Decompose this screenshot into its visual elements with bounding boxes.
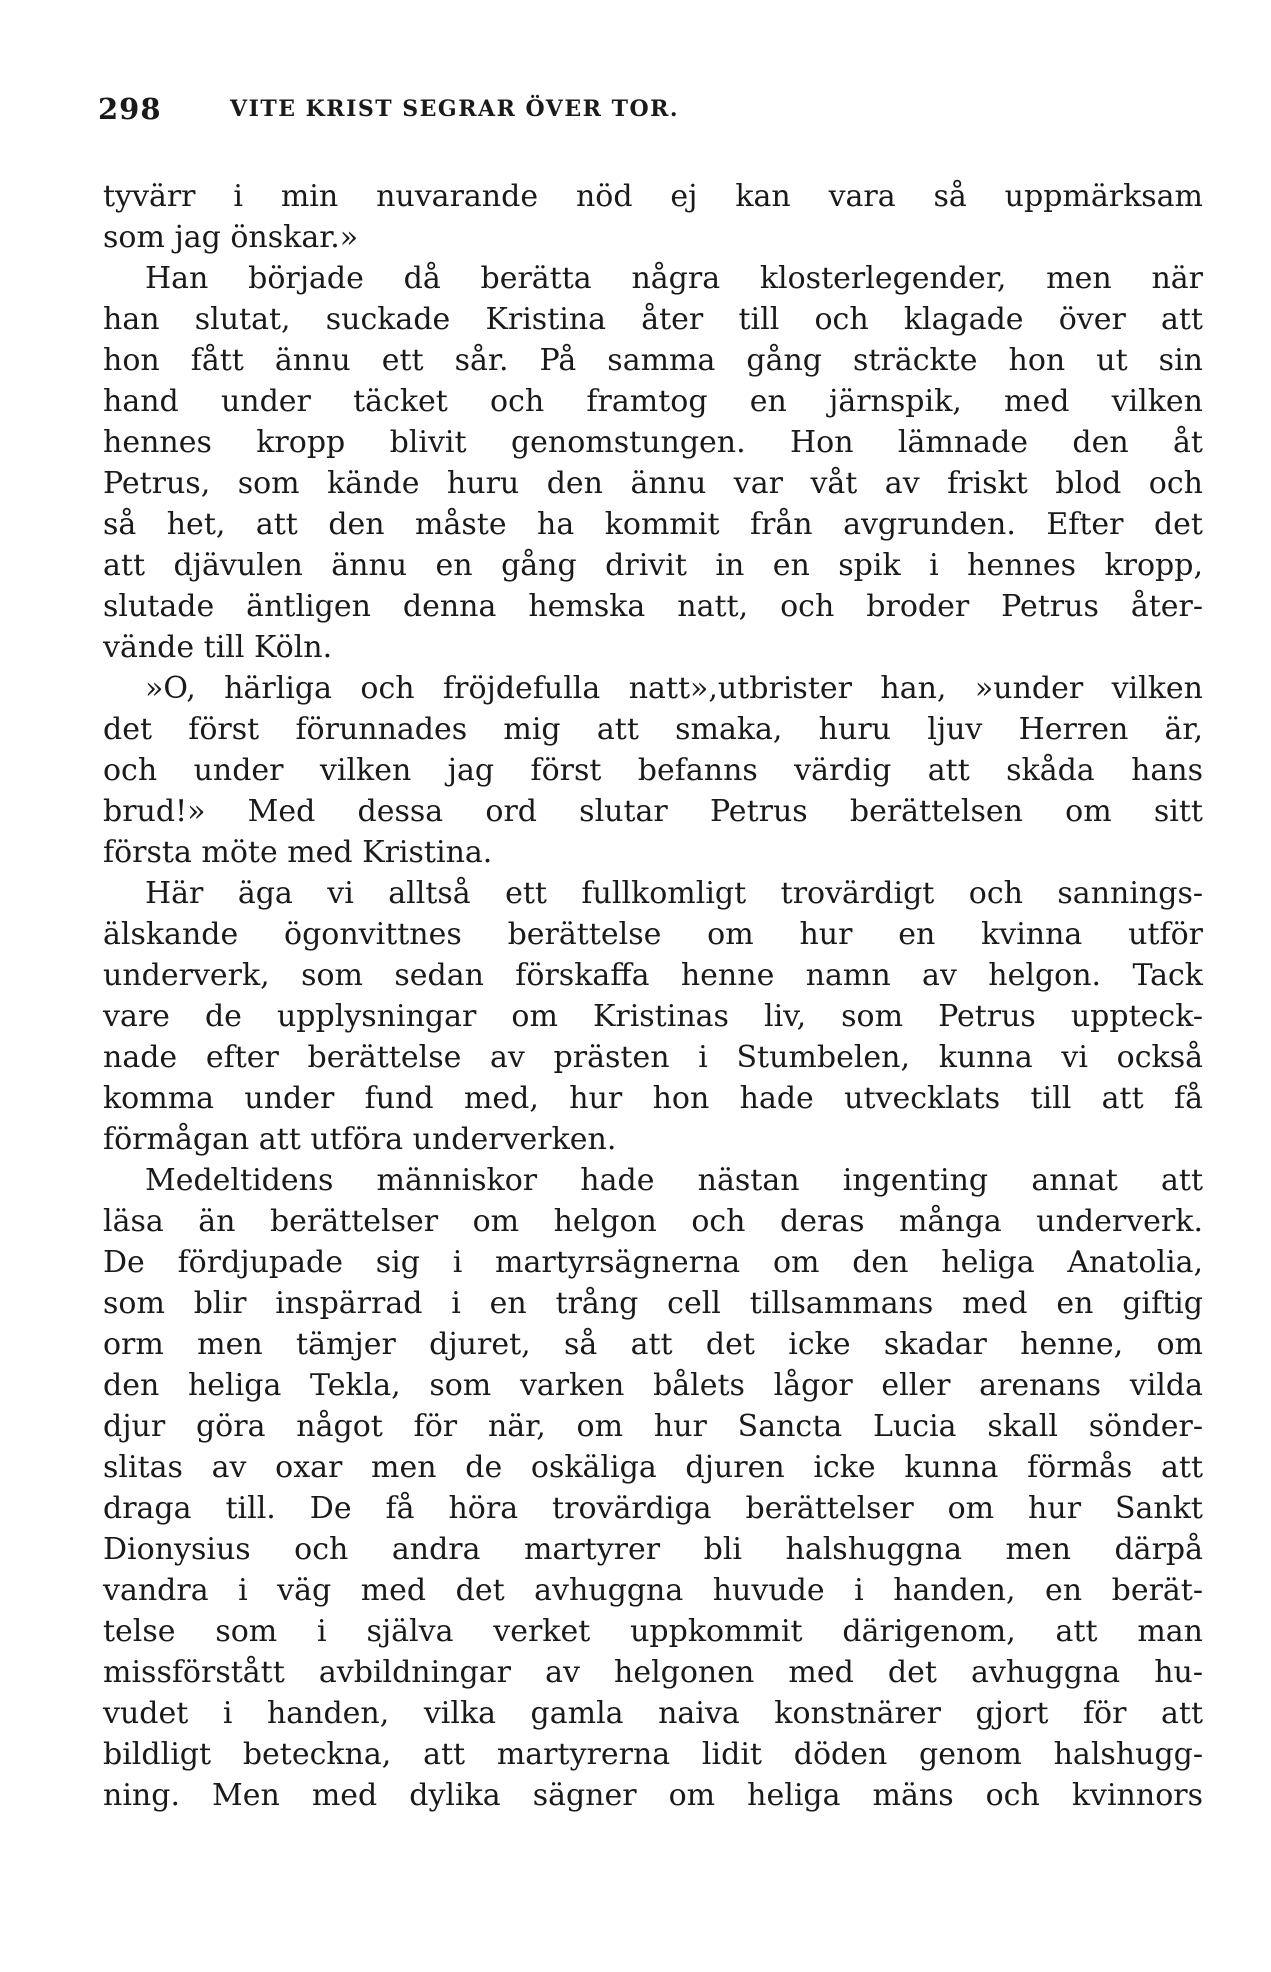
text-line: slitas av oxar men de oskäliga djuren icke kunna förmås att — [103, 1450, 1203, 1485]
text-line: hon fått ännu ett sår. På samma gång sträckte hon ut sin — [103, 343, 1203, 378]
running-head — [98, 92, 1203, 132]
text-line: brud!» Med dessa ord slutar Petrus berättelsen om sitt — [103, 794, 1203, 829]
running-title: VITE KRIST SEGRAR ÖVER TOR. — [230, 96, 680, 122]
text-line: Medeltidens människor hade nästan ingenting annat att — [145, 1163, 1203, 1198]
text-line: han slutat, suckade Kristina åter till och klagade över att — [103, 302, 1203, 337]
body-text — [103, 176, 1203, 1816]
text-line: som blir inspärrad i en trång cell tillsammans med en giftig — [103, 1286, 1203, 1321]
text-line: hand under täcket och framtog en järnspik, med vilken — [103, 384, 1203, 419]
text-line: nade efter berättelse av prästen i Stumbelen, kunna vi också — [103, 1040, 1203, 1075]
text-line: vände till Köln. — [103, 630, 333, 665]
text-line: den heliga Tekla, som varken bålets lågor eller arenans vilda — [103, 1368, 1203, 1403]
text-line: älskande ögonvittnes berättelse om hur en kvinna utför — [103, 917, 1203, 952]
page-number: 298 — [98, 92, 162, 126]
text-line: Han började då berätta några klosterlegender, men när — [145, 261, 1203, 296]
text-line: underverk, som sedan förskaffa henne namn av helgon. Tack — [103, 958, 1203, 993]
text-line: missförstått avbildningar av helgonen med det avhuggna hu- — [103, 1655, 1203, 1690]
text-line: Dionysius och andra martyrer bli halshuggna men därpå — [103, 1532, 1203, 1567]
text-line: telse som i själva verket uppkommit därigenom, att man — [103, 1614, 1203, 1649]
text-line: Petrus, som kände huru den ännu var våt av friskt blod och — [103, 466, 1203, 501]
text-line: vare de upplysningar om Kristinas liv, som Petrus uppteck- — [103, 999, 1203, 1034]
text-line: djur göra något för när, om hur Sancta Lucia skall sönder- — [103, 1409, 1203, 1444]
text-line: slutade äntligen denna hemska natt, och broder Petrus åter- — [103, 589, 1203, 624]
text-line: De fördjupade sig i martyrsägnerna om den heliga Anatolia, — [103, 1245, 1203, 1280]
text-line: och under vilken jag först befanns värdig att skåda hans — [103, 753, 1203, 788]
text-line: så het, att den måste ha kommit från avgrunden. Efter det — [103, 507, 1203, 542]
text-line: hennes kropp blivit genomstungen. Hon lämnade den åt — [103, 425, 1203, 460]
text-line: vandra i väg med det avhuggna huvude i handen, en berät- — [103, 1573, 1203, 1608]
text-line: »O, härliga och fröjdefulla natt»,utbrister han, »under vilken — [145, 671, 1203, 706]
text-line: det först förunnades mig att smaka, huru ljuv Herren är, — [103, 712, 1203, 747]
text-line: förmågan att utföra underverken. — [103, 1122, 617, 1157]
text-line: ning. Men med dylika sägner om heliga mäns och kvinnors — [103, 1778, 1203, 1813]
text-line: Här äga vi alltså ett fullkomligt trovärdigt och sannings- — [145, 876, 1203, 911]
text-line: läsa än berättelser om helgon och deras många underverk. — [103, 1204, 1203, 1239]
text-line: bildligt beteckna, att martyrerna lidit döden genom halshugg- — [103, 1737, 1203, 1772]
text-line: som jag önskar.» — [103, 220, 359, 255]
text-line: orm men tämjer djuret, så att det icke skadar henne, om — [103, 1327, 1203, 1362]
text-line: vudet i handen, vilka gamla naiva konstnärer gjort för att — [103, 1696, 1203, 1731]
text-line: draga till. De få höra trovärdiga berättelser om hur Sankt — [103, 1491, 1203, 1526]
text-line: att djävulen ännu en gång drivit in en spik i hennes kropp, — [103, 548, 1203, 583]
text-line: komma under fund med, hur hon hade utvecklats till att få — [103, 1081, 1203, 1116]
text-line: tyvärr i min nuvarande nöd ej kan vara så uppmärksam — [103, 179, 1203, 214]
text-line: första möte med Kristina. — [103, 835, 493, 870]
